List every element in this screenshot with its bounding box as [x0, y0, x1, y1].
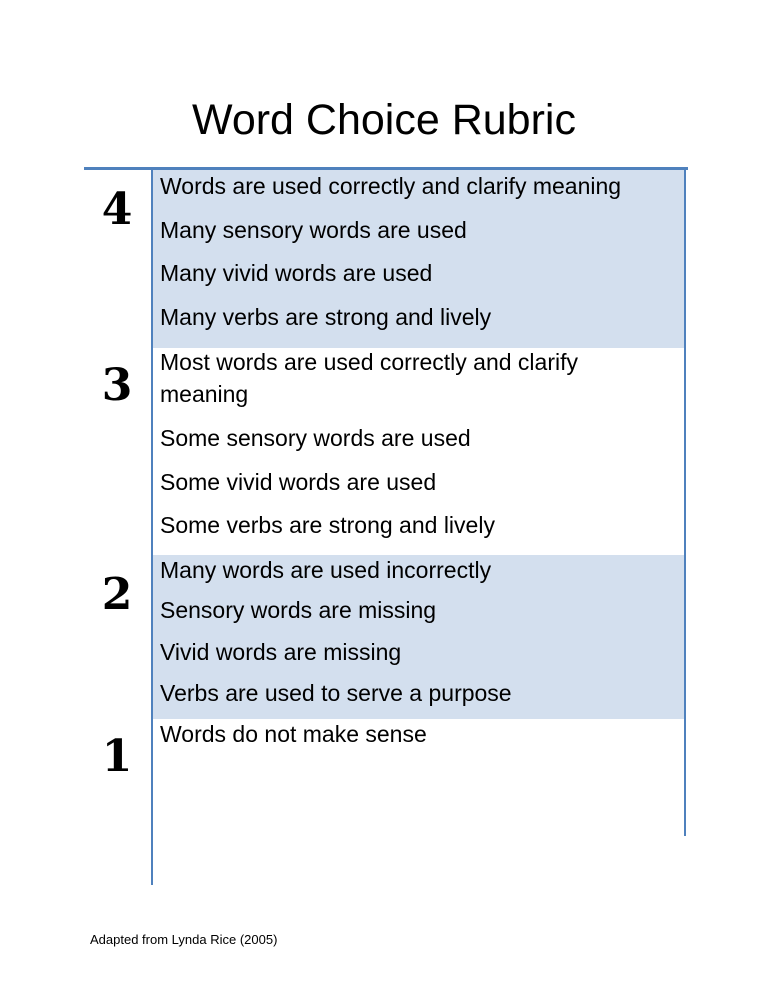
- criterion-2-2: Sensory words are missing: [160, 597, 437, 623]
- attribution-footer: Adapted from Lynda Rice (2005): [90, 932, 278, 947]
- score-column-divider: [151, 170, 153, 885]
- criterion-2-1: Many words are used incorrectly: [160, 557, 492, 583]
- criterion-4-4: Many verbs are strong and lively: [160, 304, 492, 330]
- criterion-2-4: Verbs are used to serve a purpose: [160, 680, 512, 706]
- criterion-3-4: Some verbs are strong and lively: [160, 512, 495, 538]
- criterion-4-2: Many sensory words are used: [160, 217, 467, 243]
- score-1: 1: [101, 731, 133, 782]
- criterion-3-2: Some sensory words are used: [160, 425, 471, 451]
- criterion-4-3: Many vivid words are used: [160, 260, 433, 286]
- criterion-2-3: Vivid words are missing: [160, 639, 402, 665]
- criterion-3-1: Most words are used correctly and clarify meaning: [160, 349, 578, 407]
- criterion-1-1: Words do not make sense: [160, 721, 427, 747]
- criterion-4-1: Words are used correctly and clarify meaning: [160, 173, 622, 199]
- page-title: Word Choice Rubric: [192, 96, 576, 144]
- criterion-3-3: Some vivid words are used: [160, 469, 437, 495]
- table-right-border: [684, 170, 686, 836]
- score-2: 2: [101, 569, 133, 620]
- score-3: 3: [101, 360, 133, 411]
- score-4: 4: [101, 184, 133, 235]
